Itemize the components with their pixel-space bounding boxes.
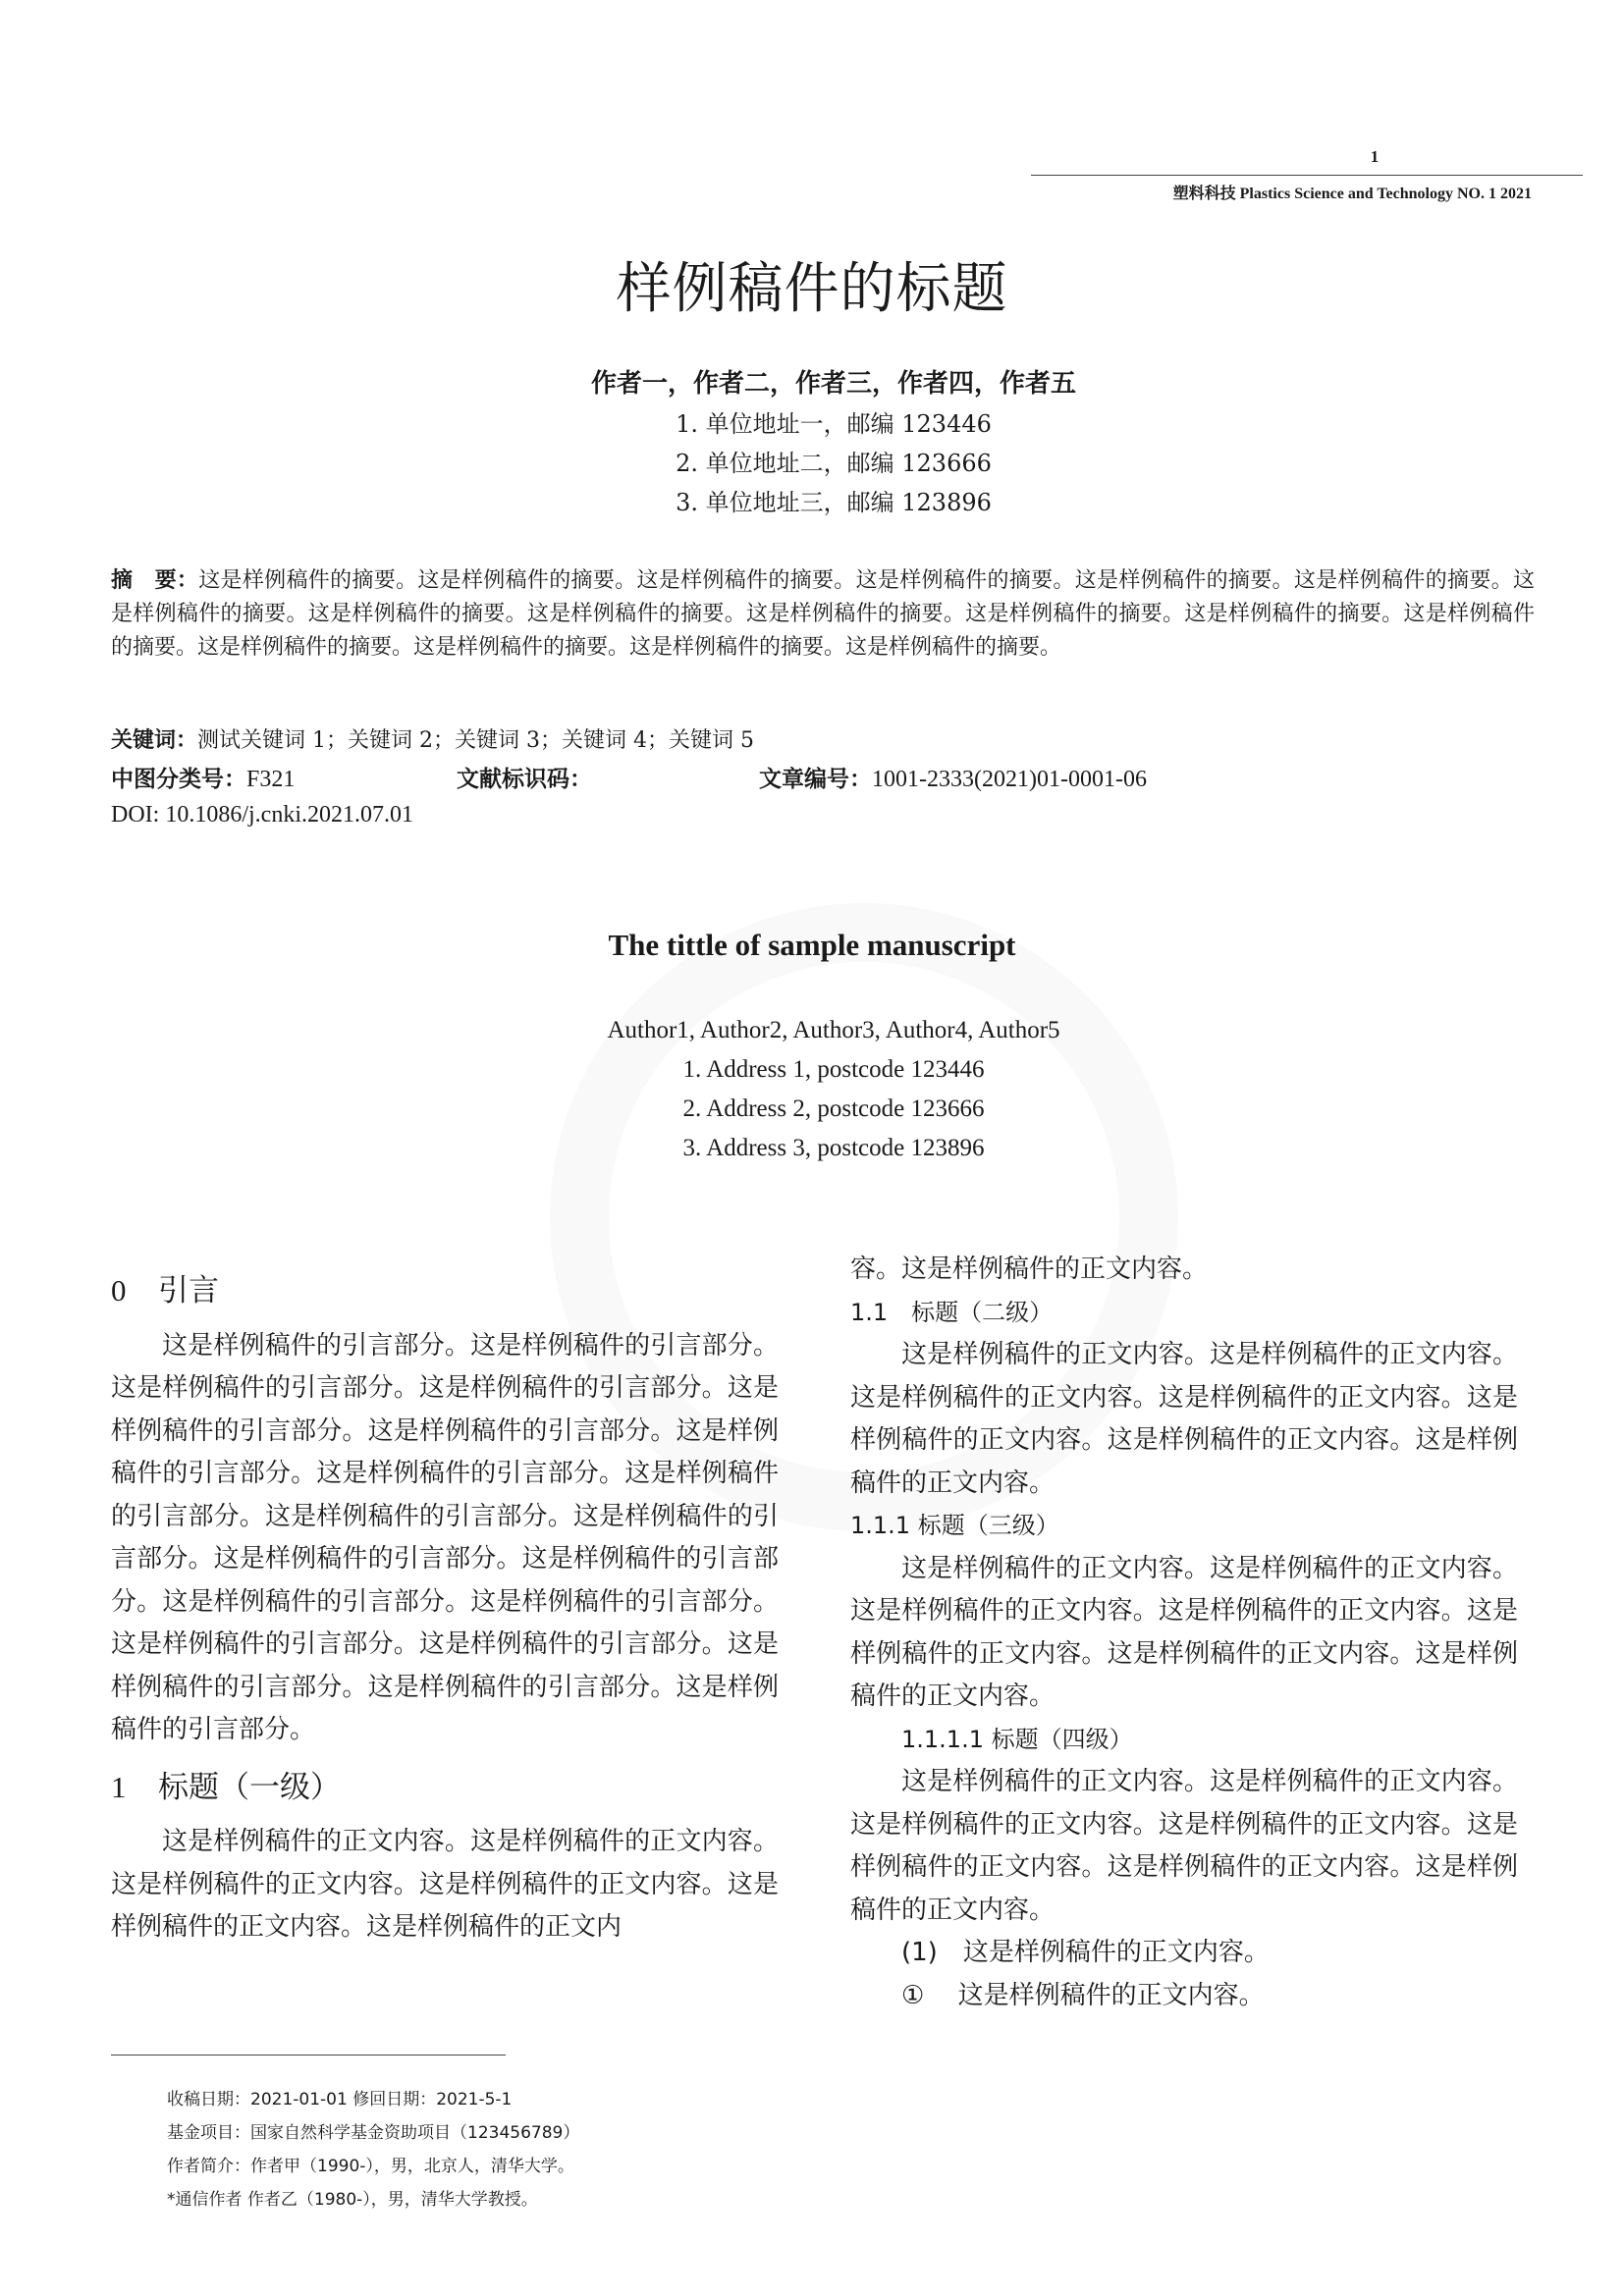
classification-row (111, 761, 1544, 794)
footnote: 收稿日期：2021-01-01 修回日期：2021-5-1 (167, 2090, 513, 2109)
authors-en: Author1, Author2, Author3, Author4, Author5 (607, 1017, 1060, 1043)
right-column (850, 1249, 1518, 2017)
heading-level4: 1.1.1.1 标题（四级） (901, 1725, 1133, 1753)
affiliation-cn: 2. 单位地址二，邮编 123666 (676, 450, 992, 477)
body-paragraph-continued: 容。这是样例稿件的正文内容。 (850, 1255, 1209, 1284)
footnote-rule (111, 2055, 506, 2056)
intro-paragraph: 这是样例稿件的引言部分。这是样例稿件的引言部分。这是样例稿件的引言部分。这是样例稿件的引言部分。这是样例稿件的引言部分。这是样例稿件的引言部分。这是样例稿件的引言部分。这是样例稿件的引言部分。这是样例稿件的引言部分。这是样例稿件的引言部分。这是样例稿件的引言部分。这是样例稿件的引言部分。这是样例稿件的引言部分。这是样例稿件的引言部分。这是样例稿件的引言部分。这是样例稿件的引言部分。这是样例稿件的引言部分。这是样例稿件的引言部分。这是样例稿件的引言部分。这是样例稿件的引言部分。 (111, 1330, 779, 1744)
abstract-text: 这是样例稿件的摘要。这是样例稿件的摘要。这是样例稿件的摘要。这是样例稿件的摘要。这是样例稿件的摘要。这是样例稿件的摘要。这是样例稿件的摘要。这是样例稿件的摘要。这是样例稿件的摘要。这是样例稿件的摘要。这是样例稿件的摘要。这是样例稿件的摘要。这是样例稿件的摘要。这是样例稿件的摘要。这是样例稿件的摘要。这是样例稿件的摘要。这是样例稿件的摘要。 (111, 568, 1535, 660)
body-paragraph: 这是样例稿件的正文内容。这是样例稿件的正文内容。这是样例稿件的正文内容。这是样例稿件的正文内容。这是样例稿件的正文内容。这是样例稿件的正文内容。这是样例稿件的正文内容。 (850, 1553, 1518, 1711)
clc-value: F321 (246, 767, 296, 792)
abstract (111, 564, 1535, 665)
left-column (111, 1269, 779, 1949)
footnote: 作者简介：作者甲（1990-），男，北京人，清华大学。 (167, 2157, 574, 2176)
affiliation-en: 1. Address 1, postcode 123446 (682, 1056, 985, 1083)
affiliation-en: 2. Address 2, postcode 123666 (682, 1095, 985, 1122)
doc-code-label: 文献标识码： (457, 767, 592, 792)
affiliation-cn: 3. 单位地址三，邮编 123896 (676, 489, 992, 516)
heading-level1: 1 标题（一级） (111, 1769, 341, 1805)
heading-level2: 1.1 标题（二级） (850, 1298, 1054, 1326)
keywords (111, 723, 754, 754)
heading-level3: 1.1.1 标题（三级） (850, 1512, 1059, 1539)
affiliation-en: 3. Address 3, postcode 123896 (682, 1135, 985, 1161)
abstract-label: 摘 要： (111, 568, 199, 593)
heading-introduction: 0 引言 (111, 1273, 219, 1308)
keywords-text: 测试关键词 1；关键词 2；关键词 3；关键词 4；关键词 5 (197, 728, 754, 753)
doi: DOI: 10.1086/j.cnki.2021.07.01 (111, 802, 413, 828)
list-item: (1) 这是样例稿件的正文内容。 (901, 1938, 1270, 1967)
journal-header: 塑料科技 Plastics Science and Technology NO. 1 2021 (1172, 186, 1532, 202)
keywords-label: 关键词： (111, 728, 198, 753)
clc-label: 中图分类号： (111, 767, 246, 792)
footnote: 基金项目：国家自然科学基金资助项目（123456789） (167, 2123, 580, 2143)
header-rule (1031, 175, 1583, 176)
authors-cn: 作者一，作者二，作者三，作者四，作者五 (590, 369, 1076, 399)
list-item: ① 这是样例稿件的正文内容。 (901, 1980, 1265, 2010)
page-number: 1 (1370, 147, 1380, 166)
footnote: *通信作者 作者乙（1980-），男，清华大学教授。 (167, 2190, 538, 2210)
body-paragraph: 这是样例稿件的正文内容。这是样例稿件的正文内容。这是样例稿件的正文内容。这是样例稿件的正文内容。这是样例稿件的正文内容。这是样例稿件的正文内容。这是样例稿件的正文内容。 (850, 1767, 1518, 1925)
affiliation-cn: 1. 单位地址一，邮编 123446 (676, 410, 992, 438)
title-en: The tittle of sample manuscript (608, 928, 1016, 962)
body-paragraph: 这是样例稿件的正文内容。这是样例稿件的正文内容。这是样例稿件的正文内容。这是样例稿件的正文内容。这是样例稿件的正文内容。这是样例稿件的正文内 (111, 1827, 779, 1942)
article-number-label: 文章编号： (759, 767, 872, 792)
body-paragraph: 这是样例稿件的正文内容。这是样例稿件的正文内容。这是样例稿件的正文内容。这是样例稿件的正文内容。这是样例稿件的正文内容。这是样例稿件的正文内容。这是样例稿件的正文内容。 (850, 1340, 1518, 1498)
article-number-value: 1001-2333(2021)01-0001-06 (872, 767, 1147, 792)
title-cn: 样例稿件的标题 (616, 257, 1008, 321)
